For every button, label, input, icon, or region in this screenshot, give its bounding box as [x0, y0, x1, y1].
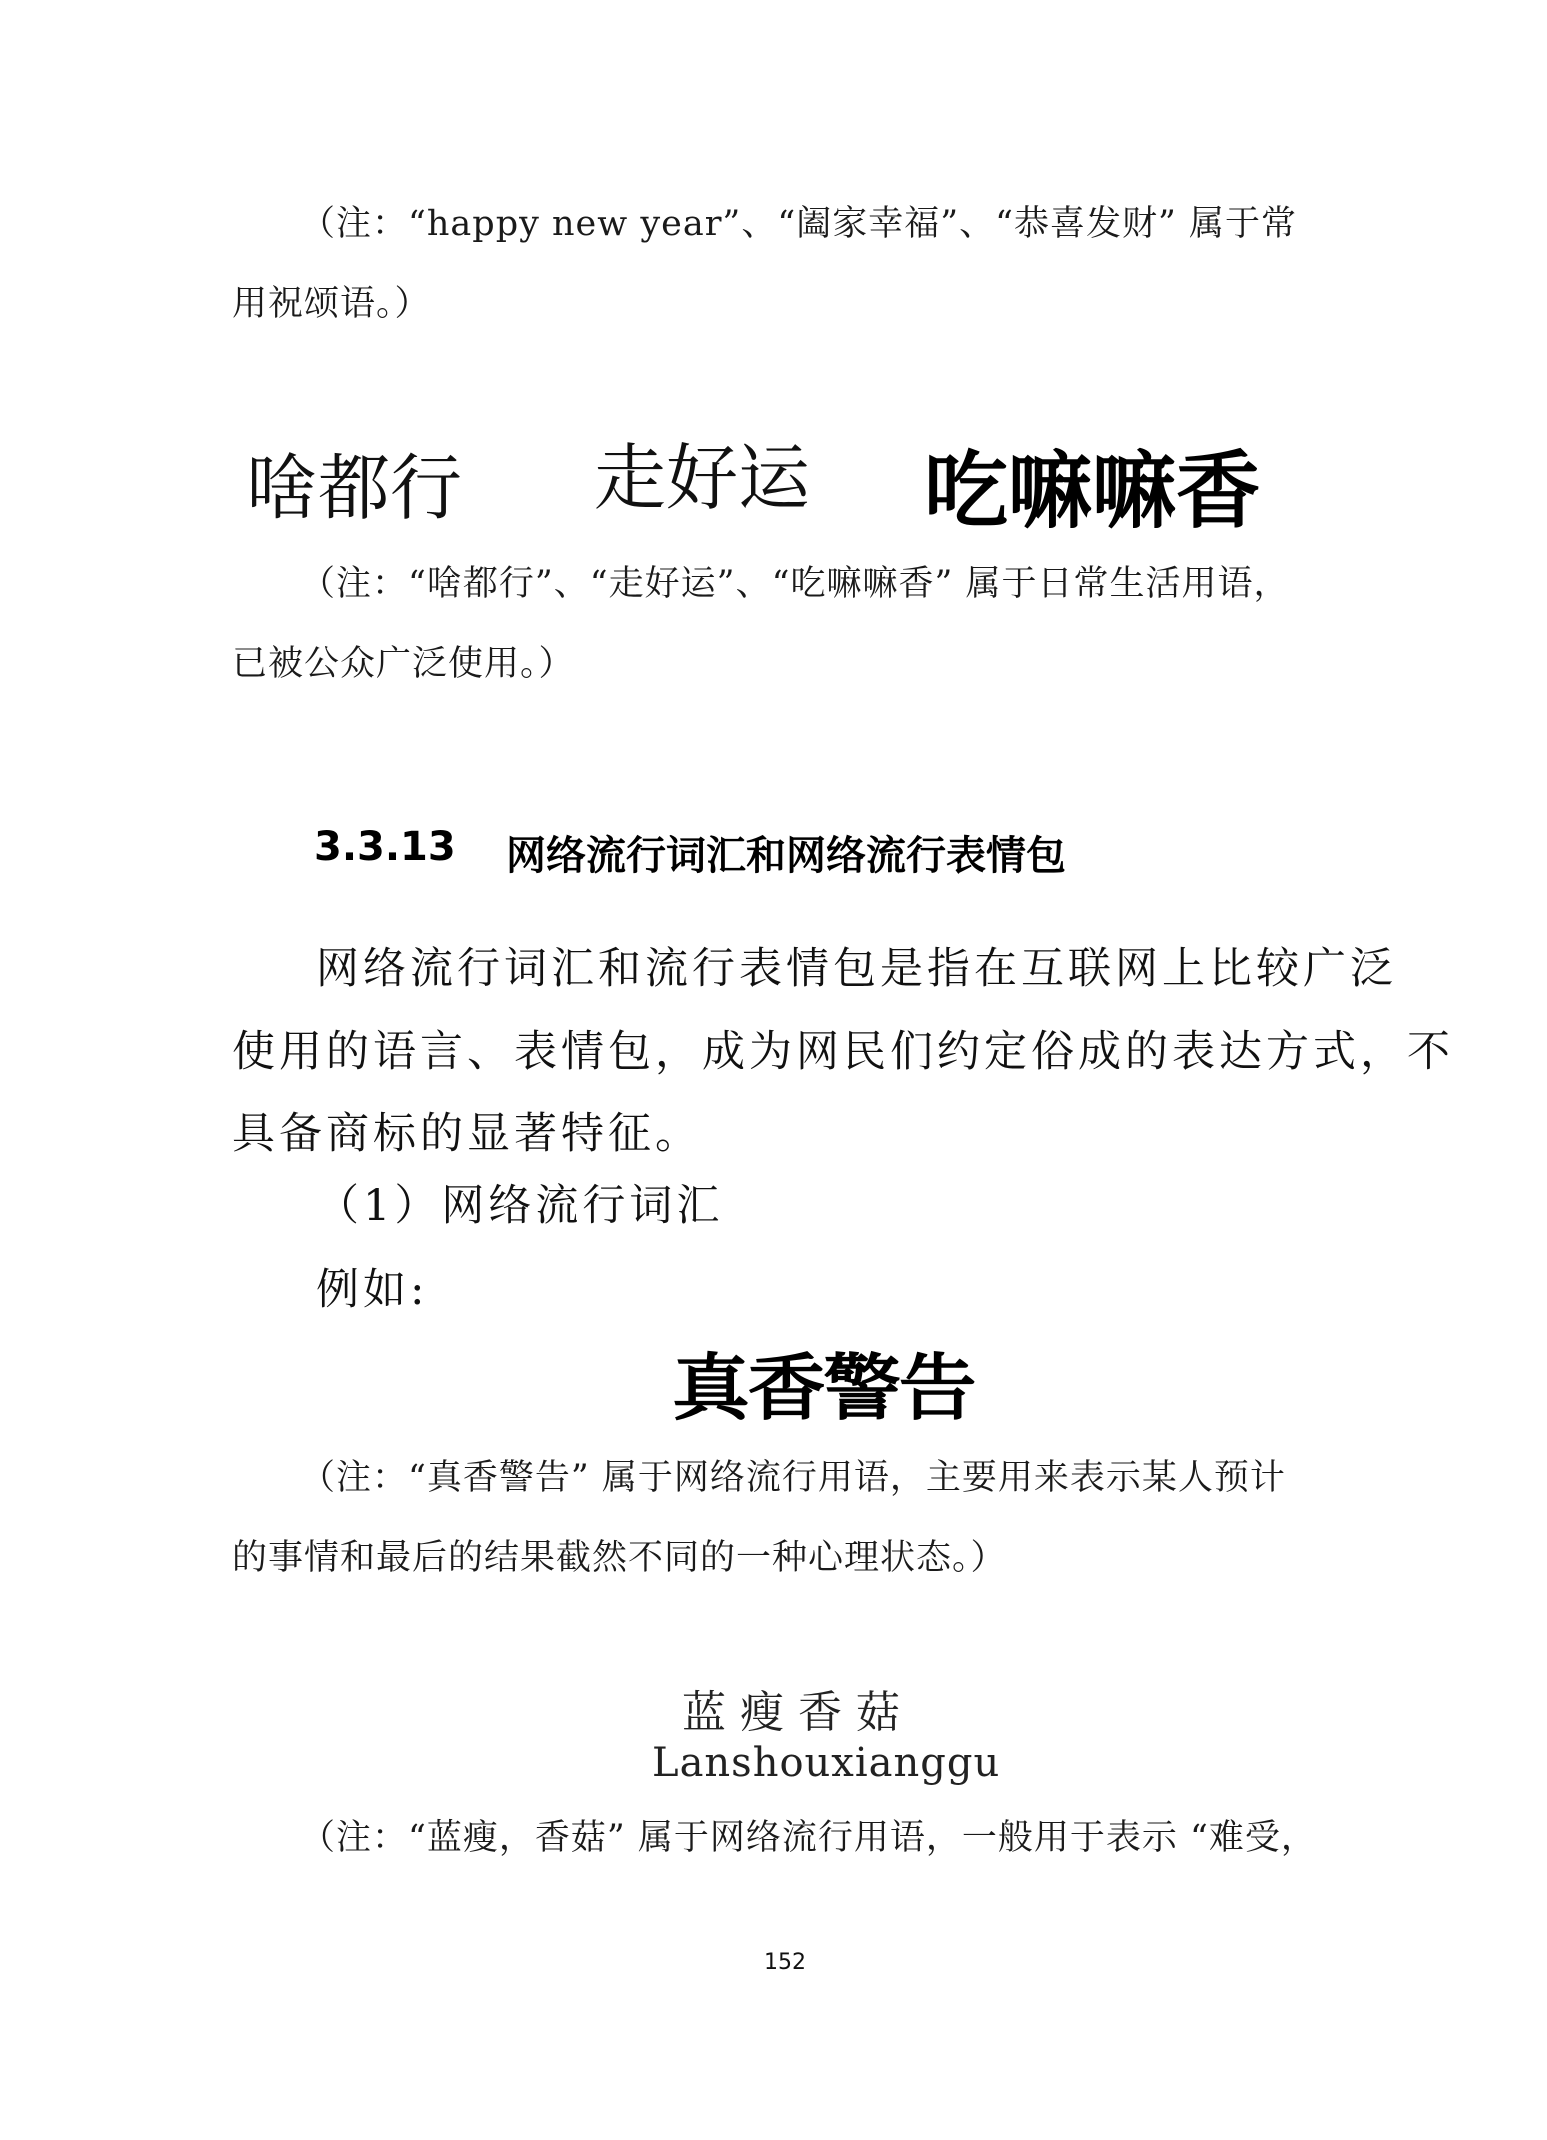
section-number: 3.3.13 — [314, 824, 456, 870]
note-4-line-1: （注：“蓝瘦，香菇” 属于网络流行用语，一般用于表示 “难受， — [300, 1818, 1317, 1858]
mark-lanshouxianggu-pinyin: Lanshouxianggu — [652, 1740, 1001, 1786]
note-2-line-2: 已被公众广泛使用。） — [232, 644, 575, 684]
note-3-line-2: 的事情和最后的结果截然不同的一种心理状态。） — [232, 1538, 1007, 1578]
section-title: 网络流行词汇和网络流行表情包 — [506, 833, 1066, 879]
example-label: 例如: — [316, 1265, 429, 1315]
mark-chimamaxiang: 吃嘛嘛香 — [924, 442, 1261, 540]
note-2-line-1: （注：“啥都行”、“走好运”、“吃嘛嘛香” 属于日常生活用语， — [300, 564, 1290, 604]
mark-zouhaoyun: 走好运 — [594, 436, 811, 520]
subsection-title: （1）网络流行词汇 — [316, 1181, 724, 1231]
note-1-line-2: 用祝颂语。） — [232, 284, 431, 324]
mark-lanshouxianggu-chinese: 蓝瘦香菇 — [682, 1687, 914, 1738]
paragraph-line-2: 使用的语言、表情包，成为网民们约定俗成的表达方式，不 — [232, 1027, 1454, 1077]
mark-zhenxiangjinggao: 真香警告 — [672, 1346, 975, 1430]
paragraph-line-1: 网络流行词汇和流行表情包是指在互联网上比较广泛 — [316, 944, 1397, 994]
page-number: 152 — [764, 1950, 806, 1975]
paragraph-line-3: 具备商标的显著特征。 — [232, 1109, 702, 1159]
note-1-line-1: （注：“happy new year”、“阖家幸福”、“恭喜发财” 属于常 — [300, 204, 1298, 244]
mark-shaduxing: 啥都行 — [246, 446, 463, 530]
note-3-line-1: （注：“真香警告” 属于网络流行用语，主要用来表示某人预计 — [300, 1458, 1286, 1498]
